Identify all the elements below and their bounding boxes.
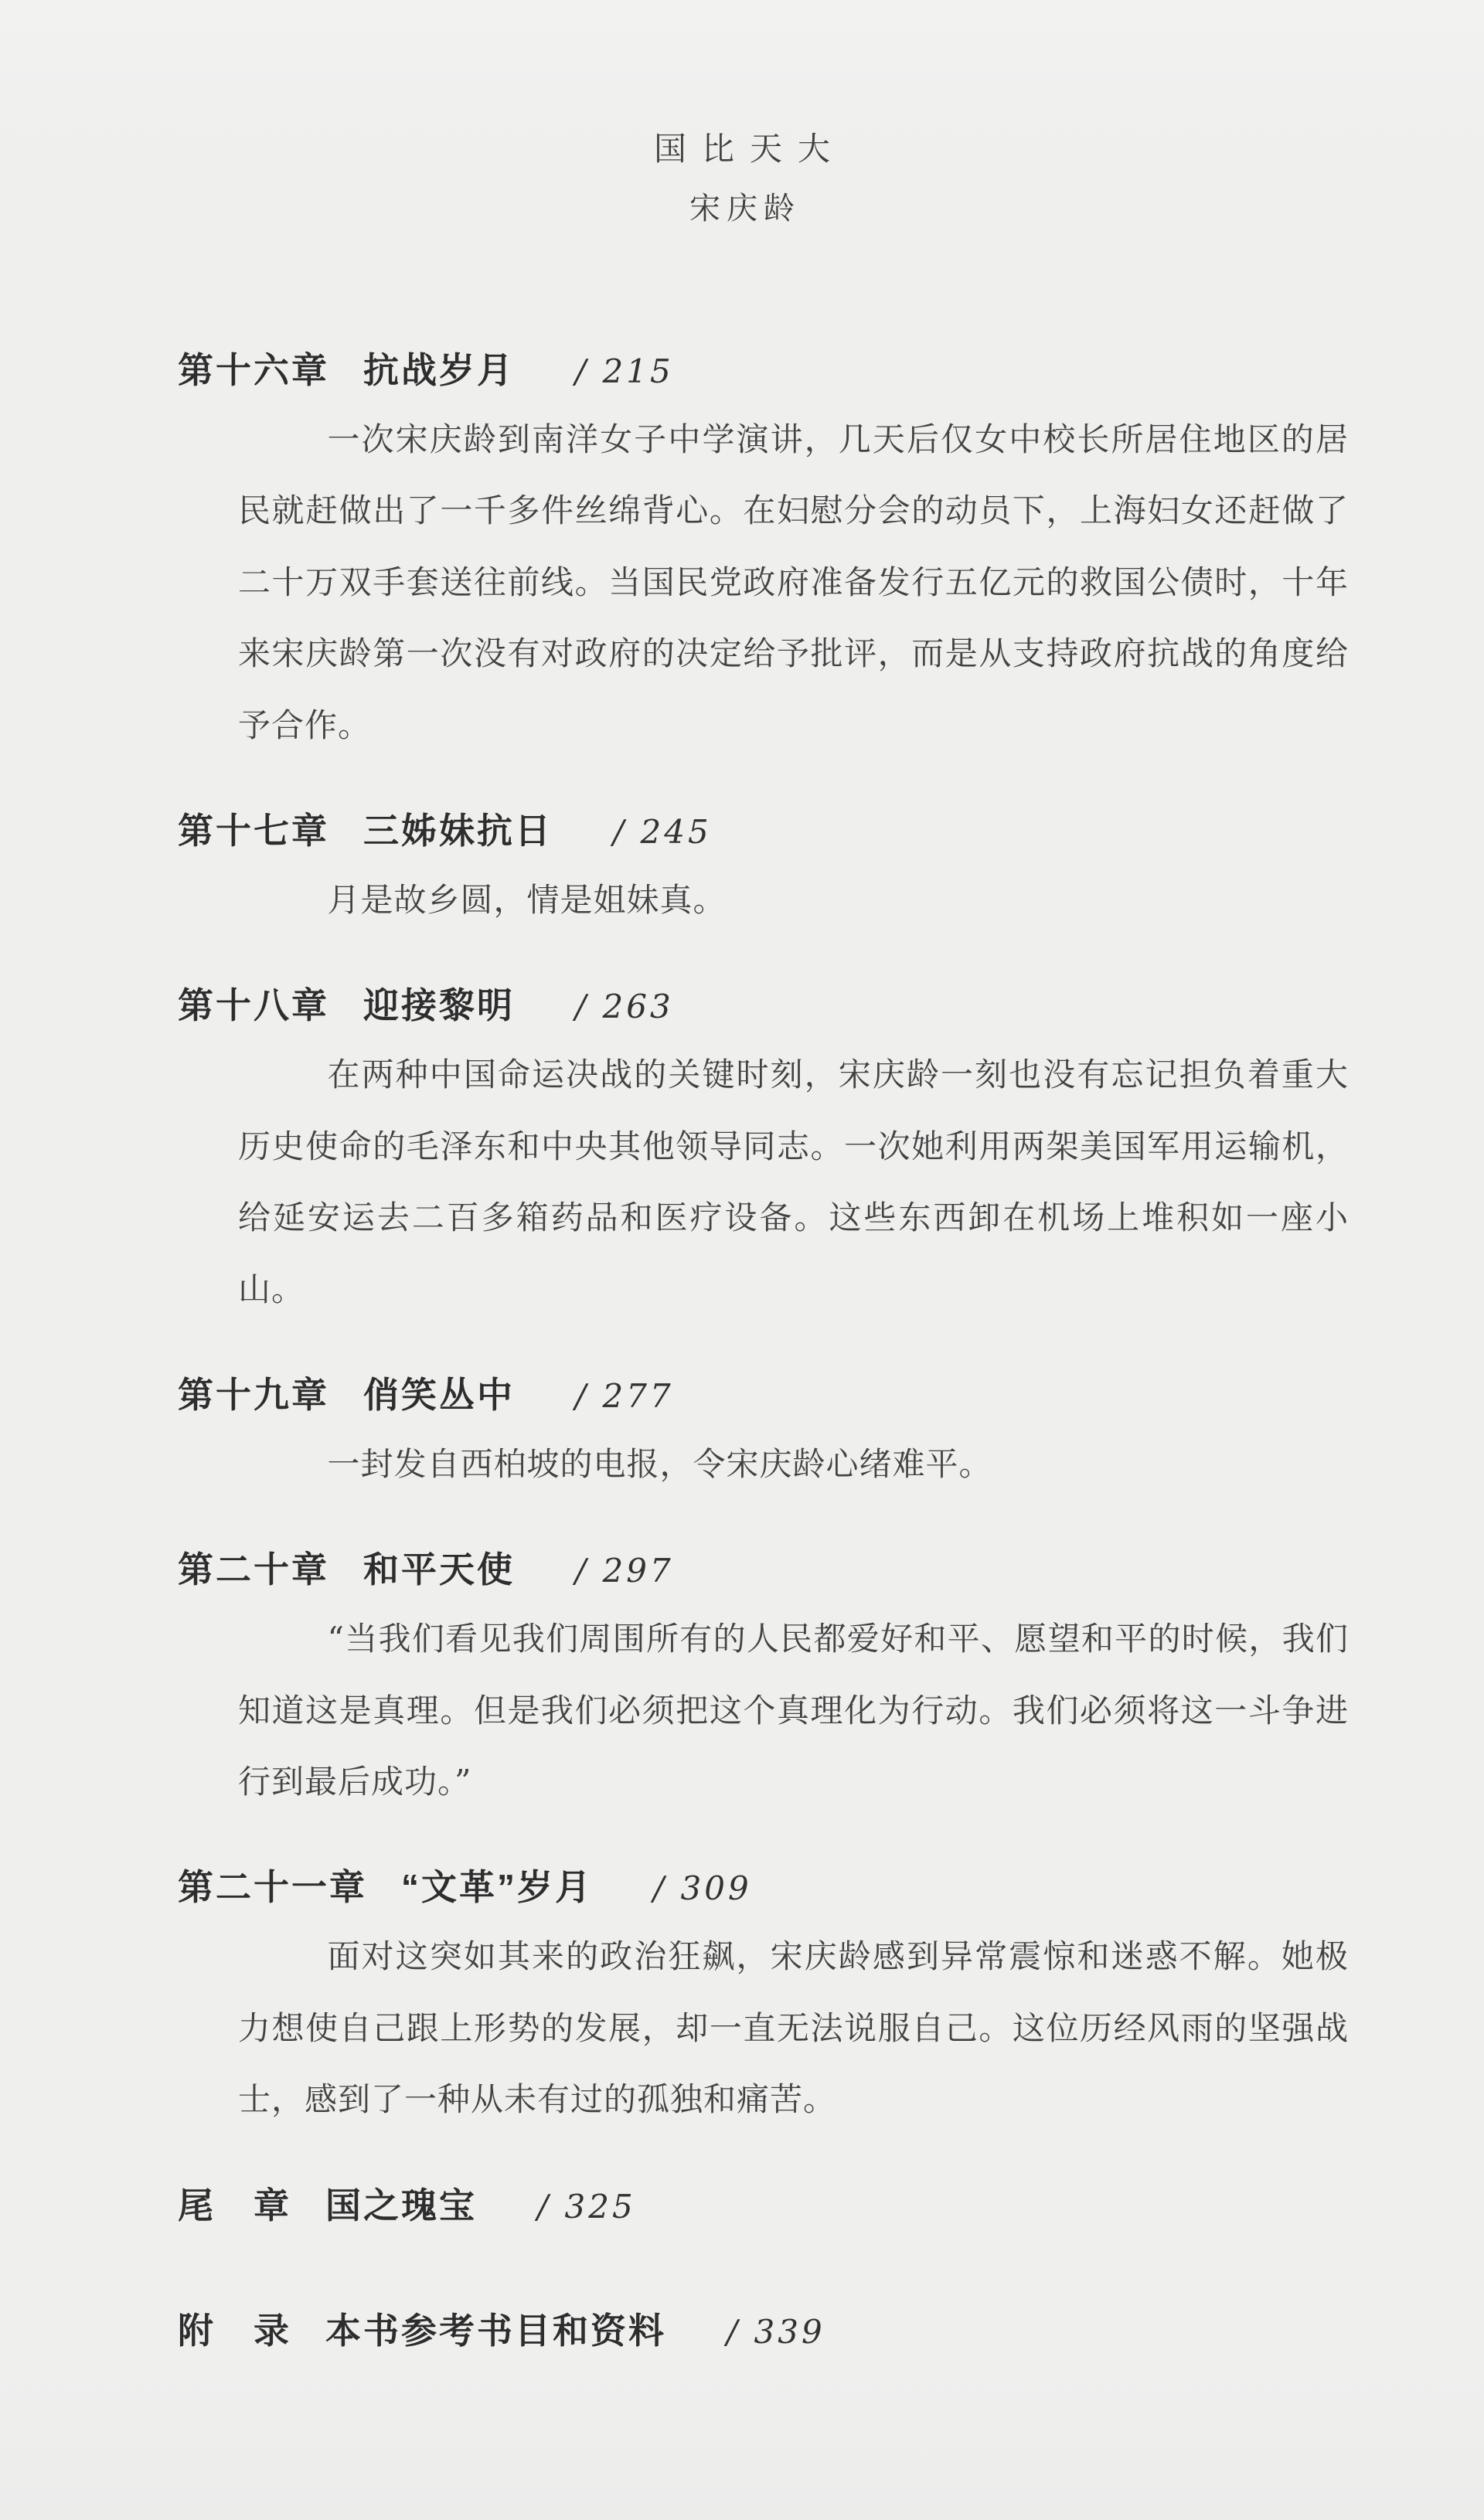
page-ref: / 215 <box>575 352 674 390</box>
chapter-label: 第十九章 <box>178 1374 329 1415</box>
chapter-label: 第二十章 <box>178 1549 329 1590</box>
chapter-title: 迎接黎明 <box>363 985 515 1026</box>
chapter-summary: 在两种中国命运决战的关键时刻，宋庆龄一刻也没有忘记担负着重大历史使命的毛泽东和中央其他领导同志。一次她利用两架美国军用运输机，给延安运去二百多箱药品和医疗设备。这些东西卸在机场上堆积如一座小山。 <box>238 1056 1349 1308</box>
chapter-summary: 一封发自西柏坡的电报，令宋庆龄心绪难平。 <box>327 1444 992 1483</box>
toc-entry <box>178 803 1349 936</box>
chapter-title: “文革”岁月 <box>401 1867 593 1908</box>
chapter-title: 和平天使 <box>363 1549 515 1590</box>
toc-entry <box>178 978 1349 1325</box>
page-ref: / 277 <box>575 1376 674 1415</box>
chapter-title: 国之瑰宝 <box>325 2185 477 2226</box>
toc-list <box>178 342 1349 2354</box>
page-ref: / 263 <box>575 988 674 1026</box>
chapter-summary: 面对这突如其来的政治狂飙，宋庆龄感到异常震惊和迷惑不解。她极力想使自己跟上形势的发展，却一直无法说服自己。这位历经风雨的坚强战士，感到了一种从未有过的孤独和痛苦。 <box>238 1937 1349 2119</box>
chapter-title: 抗战岁月 <box>363 350 515 390</box>
chapter-summary: 月是故乡圆，情是姐妹真。 <box>327 880 727 919</box>
chapter-label: 尾 章 <box>178 2185 291 2226</box>
book-subtitle: 宋庆龄 <box>689 191 801 226</box>
chapter-summary: “当我们看见我们周围所有的人民都爱好和平、愿望和平的时候，我们知道这是真理。但是我们必须把这个真理化为行动。我们必须将这一斗争进行到最后成功。” <box>238 1620 1349 1801</box>
toc-entry-heading <box>178 1859 1349 1910</box>
page-ref: / 297 <box>575 1552 674 1590</box>
chapter-label: 附 录 <box>178 2310 291 2351</box>
toc-entry-heading <box>178 342 1349 393</box>
page-ref: / 339 <box>727 2312 825 2351</box>
chapter-label: 第十六章 <box>178 350 329 390</box>
page-ref: / 325 <box>537 2187 636 2226</box>
toc-entry-heading <box>178 1367 1349 1418</box>
toc-entry <box>178 1542 1349 1818</box>
page-ref: / 245 <box>613 812 712 851</box>
page-ref: / 309 <box>653 1869 752 1908</box>
chapter-summary: 一次宋庆龄到南洋女子中学演讲，几天后仅女中校长所居住地区的居民就赶做出了一千多件丝绵背心。在妇慰分会的动员下，上海妇女还赶做了二十万双手套送往前线。当国民党政府准备发行五亿元的救国公债时，十年来宋庆龄第一次没有对政府的决定给予批评，而是从支持政府抗战的角度给予合作。 <box>238 420 1349 744</box>
running-head <box>0 0 1484 228</box>
toc-entry-heading <box>178 1542 1349 1593</box>
toc-entry <box>178 2178 1349 2229</box>
toc-entry <box>178 342 1349 761</box>
toc-entry <box>178 2303 1349 2354</box>
chapter-title: 三姊妹抗日 <box>363 810 553 851</box>
toc-entry-heading <box>178 2178 1349 2229</box>
toc-entry-heading <box>178 978 1349 1029</box>
chapter-title: 本书参考书目和资料 <box>325 2310 666 2351</box>
toc-entry <box>178 1859 1349 2135</box>
toc-entry <box>178 1367 1349 1500</box>
chapter-title: 俏笑丛中 <box>363 1374 515 1415</box>
chapter-label: 第二十一章 <box>178 1867 367 1908</box>
book-title: 国比天大 <box>653 130 846 168</box>
chapter-label: 第十七章 <box>178 810 329 851</box>
toc-entry-heading <box>178 2303 1349 2354</box>
chapter-label: 第十八章 <box>178 985 329 1026</box>
toc-entry-heading <box>178 803 1349 854</box>
